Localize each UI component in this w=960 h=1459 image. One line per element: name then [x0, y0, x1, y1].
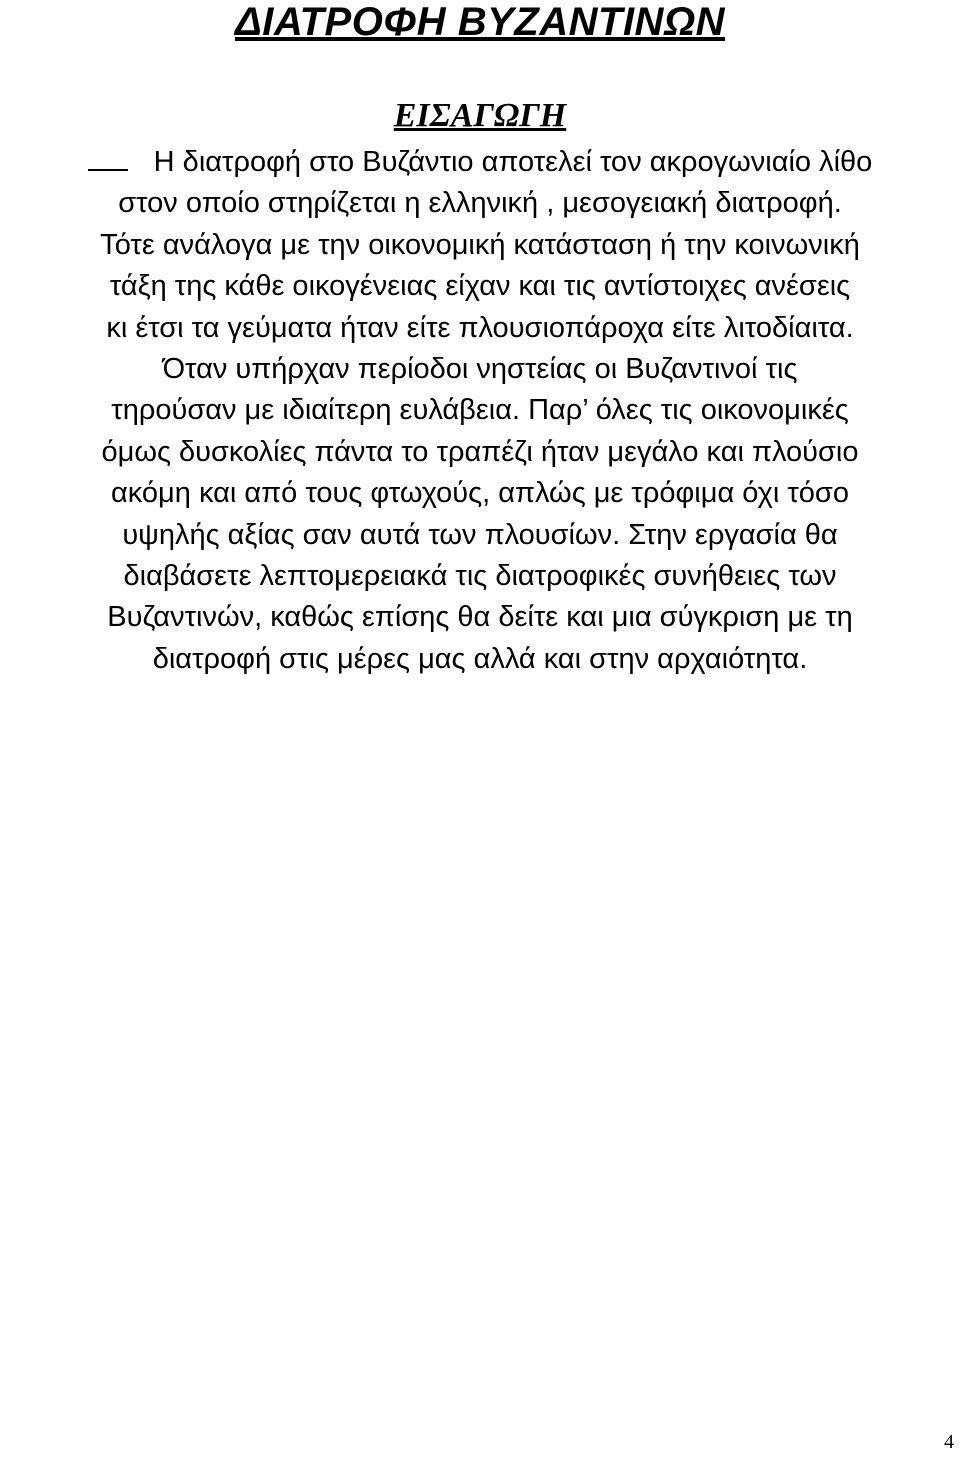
paragraph-line: ακόμη και από τους φτωχούς, απλώς με τρόφιμα όχι τόσο — [111, 477, 849, 510]
paragraph-line-text: Η διατροφή στο Βυζάντιο αποτελεί τον ακρογωνιαίο λίθο — [153, 146, 873, 178]
paragraph-line: Βυζαντινών, καθώς επίσης θα δείτε και μια σύγκριση με τη — [107, 601, 853, 634]
paragraph-line: υψηλής αξίας σαν αυτά των πλουσίων. Στην εργασία θα — [122, 518, 838, 551]
paragraph-line: τηρούσαν με ιδιαίτερη ευλάβεια. Παρ’ όλες τις οικονομικές — [111, 394, 849, 427]
section-heading: ΕΙΣΑΓΩΓΗ — [393, 97, 567, 134]
page-title: ΔΙΑΤΡΟΦΗ ΒΥΖΑΝΤΙΝΩΝ — [234, 0, 726, 44]
paragraph-line: διαβάσετε λεπτομερειακά τις διατροφικές συνήθειες των — [123, 559, 837, 592]
paragraph-line: στον οποίο στηρίζεται η ελληνική , μεσογειακή διατροφή. — [118, 187, 842, 220]
body-paragraph — [0, 142, 960, 680]
page-number: 4 — [944, 1431, 954, 1453]
paragraph-line — [0, 142, 960, 183]
paragraph-line: διατροφή στις μέρες μας αλλά και στην αρχαιότητα. — [152, 642, 808, 675]
paragraph-line: Τότε ανάλογα με την οικονομική κατάσταση ή την κοινωνική — [100, 228, 860, 261]
paragraph-line: κι έτσι τα γεύματα ήταν είτε πλουσιοπάροχα είτε λιτοδίαιτα. — [106, 311, 854, 344]
paragraph-line: όμως δυσκολίες πάντα το τραπέζι ήταν μεγάλο και πλούσιο — [101, 435, 859, 468]
indent-underline — [88, 145, 128, 171]
paragraph-line: τάξη της κάθε οικογένειας είχαν και τις αντίστοιχες ανέσεις — [109, 270, 851, 303]
paragraph-line: Όταν υπήρχαν περίοδοι νηστείας οι Βυζαντινοί τις — [162, 352, 798, 385]
